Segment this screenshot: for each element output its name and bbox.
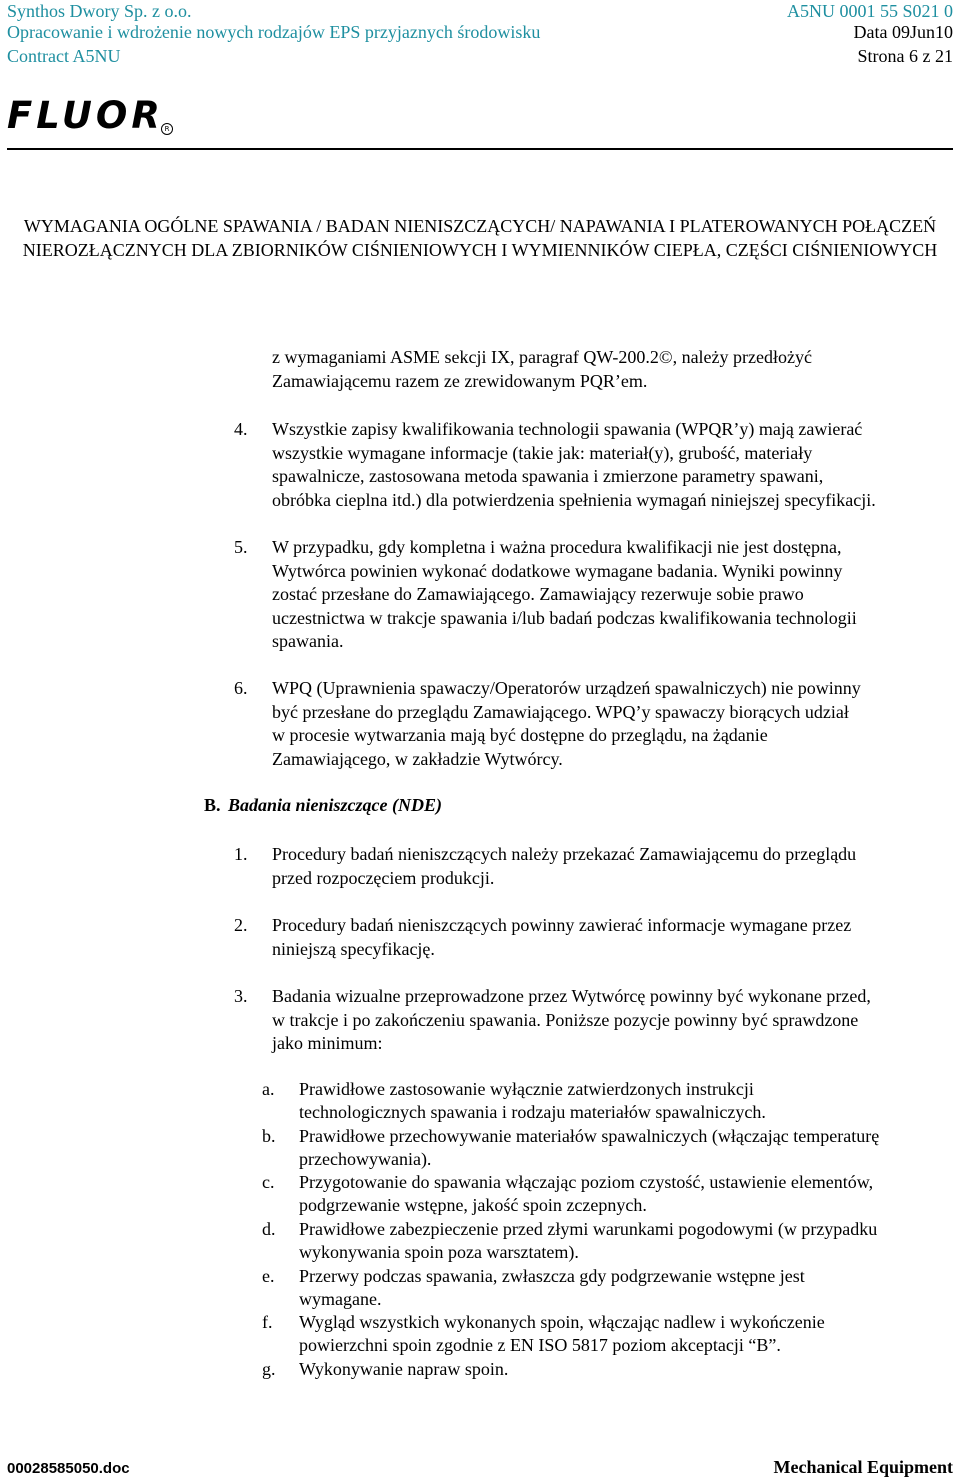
subitem-text: Wykonywanie napraw spoin. [299,1359,509,1379]
intro-paragraph: z wymaganiami ASME sekcji IX, paragraf QW-200.2©, należy przedłożyć Zamawiającemu razem ze zrewidowanym PQR’em. [272,347,812,391]
subitem-letter: a. [262,1079,275,1099]
header-divider [7,148,953,150]
subitem-text: Prawidłowe zabezpieczenie przed złymi warunkami pogodowymi (w przypadku wykonywania spoin poza warsztatem). [299,1219,878,1262]
item-number: 1. [234,844,248,864]
item-number: 3. [234,986,248,1006]
item-number: 4. [234,419,248,439]
subitem-letter: c. [262,1172,275,1192]
item-number: 6. [234,678,248,698]
header-row-1 [7,0,953,22]
section-heading: Badania nieniszczące (NDE) [228,795,443,815]
item-text: Procedury badań nieniszczących należy przekazać Zamawiającemu do przeglądu przed rozpoczęciem produkcji. [272,844,857,888]
subitem-letter: f. [262,1312,273,1332]
logo-wordmark: FLUOR [7,94,164,137]
item-text: WPQ (Uprawnienia spawaczy/Operatorów urządzeń spawalniczych) nie powinny być przesłane do przeglądu Zamawiającego. WPQ’y spawaczy biorących udział w procesie wytwarzania mają być dostępne do przeglądu, na żądanie Zamawiającego, w zakładzie Wytwórcy. [272,678,861,769]
item-text: W przypadku, gdy kompletna i ważna procedura kwalifikacji nie jest dostępna, Wytwórca powinien wykonać dodatkowe wymagane badania. Wyniki powinny zostać przesłane do Zamawiającego. Zamawiający rezerwuje sobie prawo uczestnictwa w trakcje spawania i/lub badań podczas kwalifikowania technologii spawania. [272,537,857,651]
document-code: A5NU 0001 55 S021 0 [786,1,953,21]
header-row-2 [7,21,953,43]
item-number: 5. [234,537,248,557]
subitem-text: Przygotowanie do spawania włączając poziom czystość, ustawienie elementów, podgrzewanie wstępne, jakość spoin zczepnych. [299,1172,874,1215]
page-number: Strona 6 z 21 [857,46,953,66]
subitem-text: Przerwy podczas spawania, zwłaszcza gdy podgrzewanie wstępne jest wymagane. [299,1266,805,1309]
subitem-text: Prawidłowe przechowywanie materiałów spawalniczych (włączając temperaturę przechowywania). [299,1126,880,1169]
project-title: Opracowanie i wdrożenie nowych rodzajów EPS przyjaznych środowisku [7,22,541,42]
document-title: WYMAGANIA OGÓLNE SPAWANIA / BADAN NIENISZCZĄCYCH/ NAPAWANIA I PLATEROWANYCH POŁĄCZEŃ NIEROZŁĄCZNYCH DLA ZBIORNIKÓW CIŚNIENIOWYCH I WYMIENNIKÓW CIEPŁA, CZĘŚCI CIŚNIENIOWYCH [22,216,938,260]
item-text: Badania wizualne przeprowadzone przez Wytwórcę powinny być wykonane przed, w trakcje i po zakończeniu spawania. Poniższe pozycje powinny być sprawdzone jako minimum: [272,986,871,1053]
contract-number: Contract A5NU [7,46,121,66]
subitem-letter: g. [262,1359,276,1379]
item-text: Wszystkie zapisy kwalifikowania technologii spawania (WPQR’y) mają zawierać wszystkie wymagane informacje (takie jak: materiał(y), grubość, materiały spawalnicze, zastosowana metoda spawania i zmierzone parametry spawani, obróbka cieplna itd.) dla potwierdzenia spełnienia wymagań niniejszej specyfikacji. [272,419,876,510]
registered-mark-icon: R [161,123,173,135]
subitem-letter: b. [262,1126,276,1146]
document-date: Data 09Jun10 [853,22,953,42]
section-letter: B. [204,795,221,815]
header-row-3 [7,45,953,67]
footer-filename: 00028585050.doc [7,1460,130,1477]
item-text: Procedury badań nieniszczących powinny zawierać informacje wymagane przez niniejszą specyfikację. [272,915,852,959]
subitem-letter: d. [262,1219,276,1239]
subitem-letter: e. [262,1266,275,1286]
subitem-text: Wygląd wszystkich wykonanych spoin, włączając nadlew i wykończenie powierzchni spoin zgodnie z EN ISO 5817 poziom akceptacji “B”. [299,1312,825,1355]
subitem-text: Prawidłowe zastosowanie wyłącznie zatwierdzonych instrukcji technologicznych spawania i rodzaju materiałów spawalniczych. [299,1079,766,1122]
company-name: Synthos Dwory Sp. z o.o. [7,1,192,21]
footer-department: Mechanical Equipment [773,1457,953,1477]
item-number: 2. [234,915,248,935]
fluor-logo [7,94,170,137]
